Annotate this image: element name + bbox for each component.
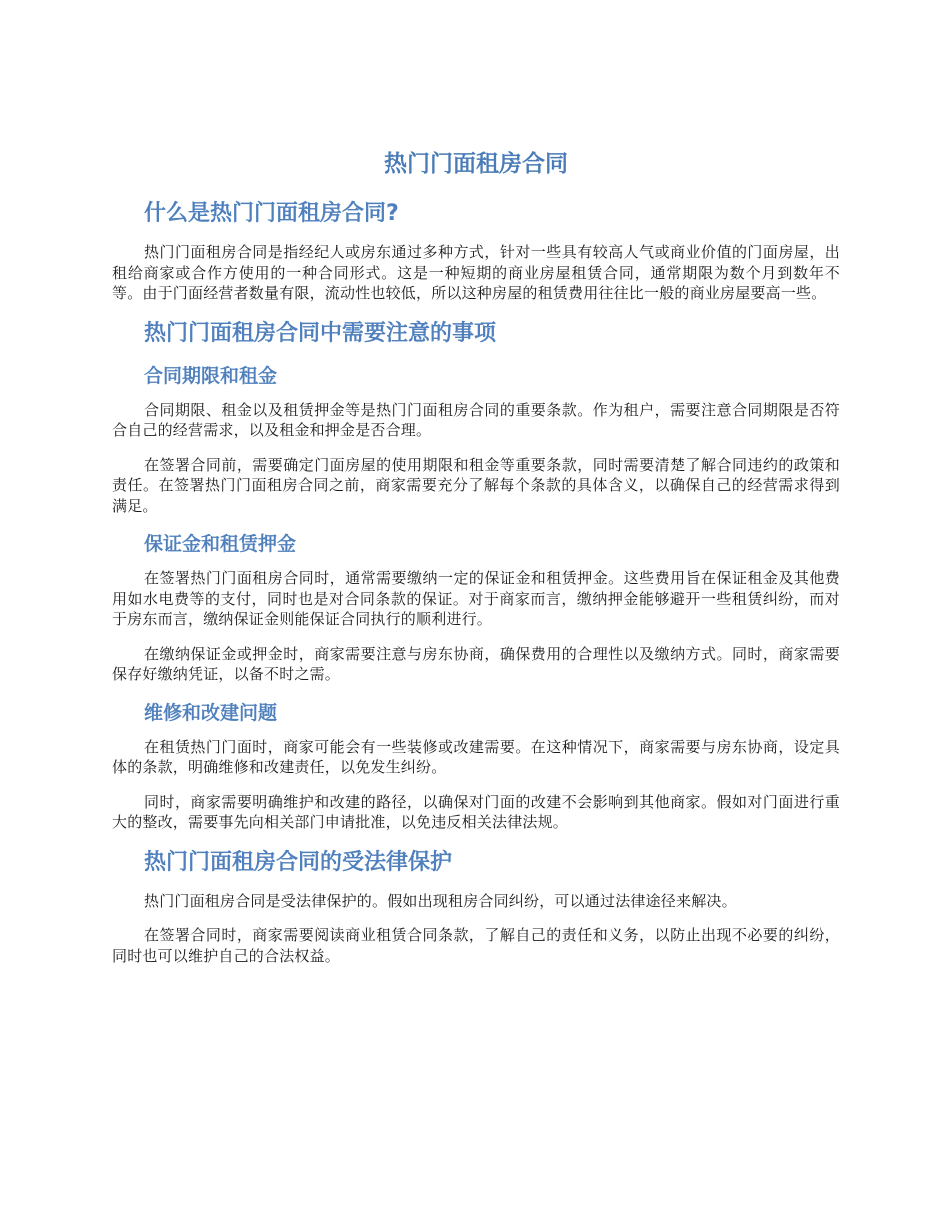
paragraph: 在签署热门门面租房合同时，通常需要缴纳一定的保证金和租赁押金。这些费用旨在保证租金及其他费用如水电费等的支付，同时也是对合同条款的保证。对于商家而言，缴纳押金能够避开一些租赁纠纷，而对于房东而言，缴纳保证金则能保证合同执行的顺利进行。: [112, 569, 840, 628]
paragraph: 在签署合同时，商家需要阅读商业租赁合同条款，了解自己的责任和义务，以防止出现不必要的纠纷，同时也可以维护自己的合法权益。: [112, 926, 840, 965]
paragraph: 在签署合同前，需要确定门面房屋的使用期限和租金等重要条款，同时需要清楚了解合同违约的政策和责任。在签署热门门面租房合同之前，商家需要充分了解每个条款的具体含义，以确保自己的经营需求得到满足。: [112, 455, 840, 515]
paragraph: 合同期限、租金以及租赁押金等是热门门面租房合同的重要条款。作为租户，需要注意合同期限是否符合自己的经营需求，以及租金和押金是否合理。: [112, 400, 840, 439]
section-heading-legal: 热门门面租房合同的受法律保护: [144, 849, 453, 875]
paragraph: 热门门面租房合同是指经纪人或房东通过多种方式，针对一些具有较高人气或商业价值的门面房屋，出租给商家或合作方使用的一种合同形式。这是一种短期的商业房屋租赁合同，通常期限为数个月到数年不等。由于门面经营者数量有限，流动性也较低，所以这种房屋的租赁费用往往比一般的商业房屋要高一些。: [112, 243, 840, 302]
section-heading-what-is: 什么是热门门面租房合同?: [144, 201, 399, 226]
subsection-heading-deposit: 保证金和租赁押金: [144, 533, 297, 555]
paragraph: 在缴纳保证金或押金时，商家需要注意与房东协商，确保费用的合理性以及缴纳方式。同时，商家需要保存好缴纳凭证，以备不时之需。: [112, 644, 840, 683]
paragraph: 在租赁热门门面时，商家可能会有一些装修或改建需要。在这种情况下，商家需要与房东协商，设定具体的条款，明确维修和改建责任，以免发生纠纷。: [112, 737, 840, 776]
subsection-heading-term-rent: 合同期限和租金: [144, 364, 278, 387]
paragraph: 热门门面租房合同是受法律保护的。假如出现租房合同纠纷，可以通过法律途径来解决。: [144, 891, 737, 910]
section-heading-notes: 热门门面租房合同中需要注意的事项: [144, 320, 497, 346]
subsection-heading-repair: 维修和改建问题: [144, 701, 278, 724]
document-title: 热门门面租房合同: [384, 151, 568, 177]
paragraph: 同时，商家需要明确维护和改建的路径，以确保对门面的改建不会影响到其他商家。假如对门面进行重大的整改，需要事先向相关部门申请批准，以免违反相关法律法规。: [112, 792, 840, 831]
